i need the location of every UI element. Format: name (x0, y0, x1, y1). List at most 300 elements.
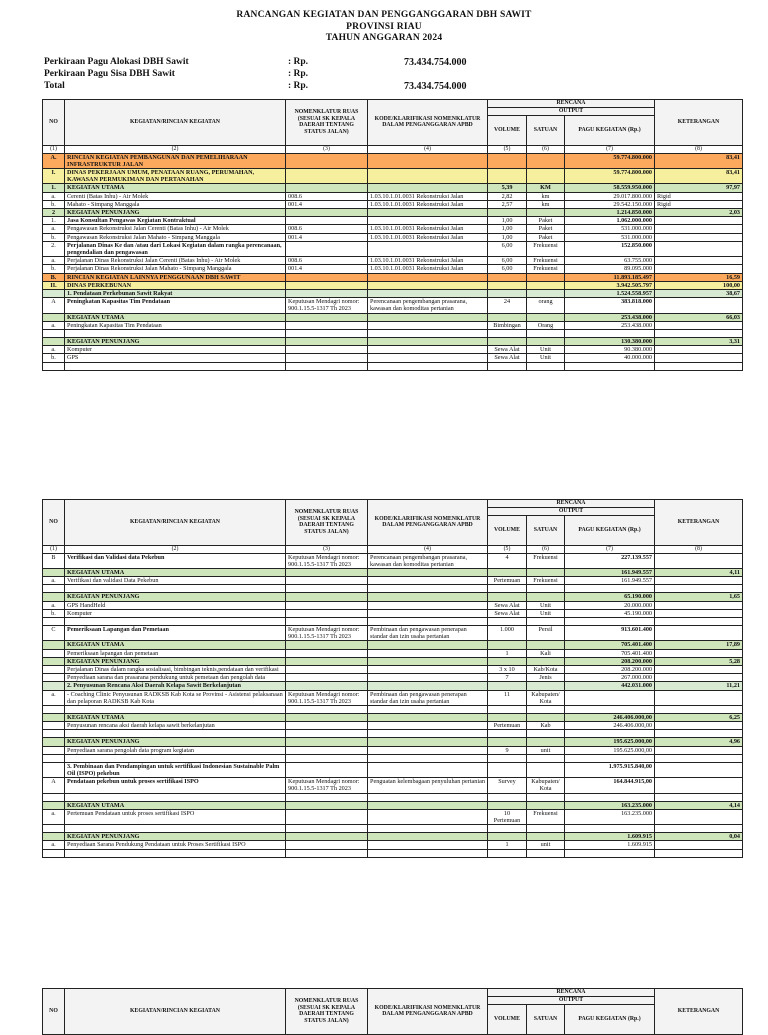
cell-satuan: Persil (527, 626, 565, 641)
table-row (43, 585, 743, 593)
cell-volume (488, 585, 527, 593)
cell-keterangan (655, 609, 743, 617)
table-row (43, 778, 743, 793)
cell-keterangan (655, 746, 743, 754)
cell-kode (368, 321, 488, 329)
table-row (43, 722, 743, 730)
cell-kegiatan: Komputer (65, 346, 286, 354)
cell-pagu: 164.844.915,00 (565, 778, 655, 793)
title-line-1: RANCANGAN KEGIATAN DAN PENGGANGGARAN DBH SAWIT (236, 10, 532, 20)
cell-pagu (565, 825, 655, 833)
cell-no: a. (43, 257, 65, 265)
cell-keterangan: 38,67 (655, 290, 743, 298)
table-row (43, 169, 743, 184)
col-number: (4) (368, 545, 488, 553)
cell-nomenklatur (286, 241, 368, 256)
cell-pagu: 531.000.000 (565, 233, 655, 241)
cell-pagu (565, 618, 655, 626)
cell-satuan (527, 730, 565, 738)
cell-pagu: 1.975.915.840,00 (565, 762, 655, 777)
cell-kode (368, 569, 488, 577)
cell-satuan (527, 338, 565, 346)
cell-no: a. (43, 577, 65, 585)
cell-satuan: Unit (527, 609, 565, 617)
cell-volume (488, 209, 527, 217)
col-pagu: PAGU KEGIATAN (Rp.) (565, 115, 655, 145)
table-row (43, 801, 743, 809)
cell-kegiatan: GPS HandHeld (65, 601, 286, 609)
cell-kegiatan: Perjalanan Dinas dalam rangka sosialisasi, bimbingan teknis,pendataan dan verifikasi (65, 666, 286, 674)
cell-kode (368, 313, 488, 321)
table-row (43, 209, 743, 217)
cell-nomenklatur (286, 618, 368, 626)
cell-pagu: 195.625.000,00 (565, 746, 655, 754)
cell-satuan: km (527, 200, 565, 208)
cell-volume: 2,57 (488, 200, 527, 208)
cell-nomenklatur (286, 569, 368, 577)
cell-volume: 3 x 10 (488, 666, 527, 674)
cell-nomenklatur (286, 321, 368, 329)
cell-pagu: 130.380.000 (565, 338, 655, 346)
budget-table-3-block (42, 988, 742, 1035)
cell-pagu: 90.380.000 (565, 346, 655, 354)
title-line-2: PROVINSI RIAU (346, 21, 422, 32)
cell-nomenklatur: Keputusan Mendagri nomor: 900.1.15.5-1317 Th 2023 (286, 553, 368, 568)
cell-volume (488, 825, 527, 833)
cell-satuan: Frekuensi (527, 257, 565, 265)
cell-volume (488, 338, 527, 346)
cell-kegiatan (65, 362, 286, 370)
cell-kegiatan: KEGIATAN PENUNJANG (65, 833, 286, 841)
cell-kode (368, 746, 488, 754)
cell-nomenklatur: Keputusan Mendagri nomor: 900.1.15.5-1317 Th 2023 (286, 298, 368, 313)
col-number: (1) (43, 145, 65, 153)
cell-kode: 1.03.10.1.01.0031 Rekonstruksi Jalan (368, 225, 488, 233)
cell-kode: 1.03.10.1.01.0031 Rekonstruksi Jalan (368, 192, 488, 200)
cell-satuan (527, 825, 565, 833)
cell-nomenklatur: Keputusan Mendagri nomor: 900.1.15.5-1317 Th 2023 (286, 626, 368, 641)
cell-keterangan (655, 825, 743, 833)
cell-no: b. (43, 200, 65, 208)
cell-kegiatan: KEGIATAN PENUNJANG (65, 338, 286, 346)
cell-pagu: 208.200.000 (565, 657, 655, 665)
cell-kegiatan: Pertemuan Pendataan untuk proses sertifikasi ISPO (65, 809, 286, 824)
cell-satuan: KM (527, 184, 565, 192)
cell-satuan: Jenis (527, 674, 565, 682)
table-row (43, 569, 743, 577)
table-row (43, 690, 743, 705)
cell-no: b. (43, 233, 65, 241)
cell-satuan: km (527, 192, 565, 200)
cell-kegiatan: 1. Pendataan Perkebunan Sawit Rakyat (65, 290, 286, 298)
col-no: NO (43, 500, 65, 546)
cell-keterangan (655, 674, 743, 682)
cell-kegiatan: Verifikasi dan validasi Data Pekebun (65, 577, 286, 585)
cell-keterangan (655, 233, 743, 241)
cell-kode (368, 833, 488, 841)
col-number: (4) (368, 145, 488, 153)
cell-kode (368, 649, 488, 657)
cell-pagu (565, 793, 655, 801)
table-row (43, 601, 743, 609)
cell-pagu: 1.214.850.000 (565, 209, 655, 217)
cell-kode (368, 706, 488, 714)
col-number: (3) (286, 545, 368, 553)
cell-no (43, 641, 65, 649)
cell-pagu: 253.438.000 (565, 321, 655, 329)
cell-keterangan (655, 362, 743, 370)
cell-no: C (43, 626, 65, 641)
cell-satuan (527, 641, 565, 649)
cell-kode (368, 825, 488, 833)
cell-nomenklatur (286, 706, 368, 714)
cell-no: 1. (43, 184, 65, 192)
cell-pagu: 246.406.000,00 (565, 714, 655, 722)
cell-volume (488, 273, 527, 281)
cell-keterangan (655, 330, 743, 338)
col-number: (3) (286, 145, 368, 153)
cell-satuan (527, 153, 565, 168)
cell-no (43, 313, 65, 321)
cell-satuan: Unit (527, 354, 565, 362)
table-row (43, 738, 743, 746)
col-number: (7) (565, 145, 655, 153)
cell-volume (488, 706, 527, 714)
cell-kode (368, 577, 488, 585)
cell-no (43, 674, 65, 682)
cell-nomenklatur (286, 601, 368, 609)
cell-pagu: 11.893.185.497 (565, 273, 655, 281)
table-row (43, 746, 743, 754)
cell-nomenklatur (286, 217, 368, 225)
cell-no (43, 730, 65, 738)
col-pagu: PAGU KEGIATAN (Rp.) (565, 1004, 655, 1034)
cell-pagu: 1.609.915 (565, 841, 655, 849)
table-body-2 (43, 553, 743, 857)
cell-pagu: 195.625.000,00 (565, 738, 655, 746)
table-header (43, 500, 743, 554)
cell-volume: 1,00 (488, 225, 527, 233)
cell-nomenklatur (286, 313, 368, 321)
table-row (43, 609, 743, 617)
cell-pagu: 383.818.000 (565, 298, 655, 313)
summary-currency: : Rp. (288, 57, 309, 67)
cell-kegiatan: RINCIAN KEGIATAN LAINNYA PENGGUNAAN DBH SAWIT (65, 273, 286, 281)
cell-kegiatan: Penyediaan sarana pengolah data program kegiatan (65, 746, 286, 754)
cell-nomenklatur (286, 585, 368, 593)
cell-volume (488, 849, 527, 857)
cell-no (43, 849, 65, 857)
cell-keterangan: 4,96 (655, 738, 743, 746)
cell-nomenklatur: 001.4 (286, 233, 368, 241)
cell-satuan (527, 849, 565, 857)
cell-keterangan (655, 809, 743, 824)
cell-no (43, 793, 65, 801)
cell-kegiatan: RINCIAN KEGIATAN PEMBANGUNAN DAN PEMELIHARAAN INFRASTRUKTUR JALAN (65, 153, 286, 168)
cell-volume (488, 281, 527, 289)
cell-no (43, 362, 65, 370)
cell-nomenklatur (286, 722, 368, 730)
cell-no: a. (43, 841, 65, 849)
col-number: (8) (655, 145, 743, 153)
col-number: (7) (565, 545, 655, 553)
summary-row (44, 69, 744, 81)
cell-pagu (565, 330, 655, 338)
cell-nomenklatur (286, 649, 368, 657)
cell-kegiatan (65, 754, 286, 762)
cell-satuan: Kali (527, 649, 565, 657)
summary-amount: 73.434.754.000 (404, 57, 467, 68)
cell-volume (488, 754, 527, 762)
cell-nomenklatur: 008.6 (286, 192, 368, 200)
cell-nomenklatur (286, 849, 368, 857)
cell-kegiatan: Jasa Konsultan Pengawas Kegiatan Kontraktual (65, 217, 286, 225)
col-number: (2) (65, 145, 286, 153)
cell-kegiatan: - Coaching Clinic Penyusunan RADKSB Kab Kota se Provinsi - Asistensi pelaksanaan dan pelaporan RADKSB Kab Kota (65, 690, 286, 705)
cell-keterangan (655, 762, 743, 777)
cell-kode (368, 730, 488, 738)
cell-kode: Pembinaan dan pengawasan penerapan standar dan izin usaha pertanian (368, 626, 488, 641)
col-number: (8) (655, 545, 743, 553)
table-row (43, 730, 743, 738)
cell-no (43, 706, 65, 714)
cell-no: A (43, 298, 65, 313)
cell-satuan (527, 209, 565, 217)
cell-nomenklatur (286, 354, 368, 362)
table-header (43, 989, 743, 1035)
cell-pagu: 246.406.000,00 (565, 722, 655, 730)
table-row (43, 593, 743, 601)
cell-satuan (527, 706, 565, 714)
cell-volume (488, 801, 527, 809)
budget-table-1 (42, 99, 743, 371)
cell-pagu: 705.401.400 (565, 649, 655, 657)
cell-pagu: 40.000.000 (565, 354, 655, 362)
cell-keterangan (655, 841, 743, 849)
cell-no (43, 738, 65, 746)
cell-kegiatan: KEGIATAN UTAMA (65, 641, 286, 649)
cell-volume: 1.000 (488, 626, 527, 641)
table-row (43, 362, 743, 370)
cell-keterangan (655, 346, 743, 354)
cell-satuan (527, 593, 565, 601)
cell-keterangan (655, 722, 743, 730)
cell-kegiatan: KEGIATAN UTAMA (65, 569, 286, 577)
cell-kegiatan: Cerenti (Batas Inhu) - Air Molek (65, 192, 286, 200)
cell-pagu: 58.559.950.000 (565, 184, 655, 192)
budget-summary (44, 57, 744, 93)
cell-keterangan (655, 354, 743, 362)
col-number: (5) (488, 545, 527, 553)
cell-nomenklatur: Keputusan Mendagri nomor: 900.1.15.5-1317 Th 2023 (286, 778, 368, 793)
cell-pagu: 152.850.000 (565, 241, 655, 256)
col-keterangan: KETERANGAN (655, 989, 743, 1035)
col-kegiatan: KEGIATAN/RINCIAN KEGIATAN (65, 989, 286, 1035)
cell-nomenklatur (286, 754, 368, 762)
cell-kode (368, 762, 488, 777)
cell-nomenklatur: 008.6 (286, 225, 368, 233)
cell-kode: 1.03.10.1.01.0031 Rekonstruksi Jalan (368, 257, 488, 265)
cell-pagu: 29.017.800.000 (565, 192, 655, 200)
col-nomenklatur: NOMENKLATUR RUAS (SESUAI SK KEPALA DAERAH TENTANG STATUS JALAN) (286, 100, 368, 146)
cell-kegiatan (65, 849, 286, 857)
cell-kegiatan: Pengawasan Rekonstruksi Jalan Mahato - Simpang Manggala (65, 233, 286, 241)
cell-nomenklatur (286, 825, 368, 833)
cell-satuan (527, 585, 565, 593)
cell-kode: Penguatan kelembagaan penyuluhan pertanian (368, 778, 488, 793)
cell-volume: 24 (488, 298, 527, 313)
cell-keterangan: 4,11 (655, 569, 743, 577)
cell-volume (488, 762, 527, 777)
cell-pagu: 59.774.800.000 (565, 153, 655, 168)
cell-keterangan (655, 265, 743, 273)
cell-kode (368, 241, 488, 256)
col-kode: KODE/KLARIFIKASI NOMENKLATUR DALAM PENGANGGARAN APBD (368, 100, 488, 146)
cell-satuan (527, 714, 565, 722)
cell-no: I. (43, 169, 65, 184)
table-row (43, 626, 743, 641)
cell-volume: 7 (488, 674, 527, 682)
cell-pagu: 913.601.400 (565, 626, 655, 641)
cell-no (43, 833, 65, 841)
cell-volume (488, 169, 527, 184)
table-row (43, 666, 743, 674)
cell-no: II. (43, 281, 65, 289)
cell-pagu: 208.200.000 (565, 666, 655, 674)
cell-keterangan (655, 690, 743, 705)
cell-pagu: 163.235.000 (565, 801, 655, 809)
cell-no: a. (43, 690, 65, 705)
cell-nomenklatur (286, 738, 368, 746)
cell-satuan (527, 754, 565, 762)
cell-satuan (527, 362, 565, 370)
cell-satuan (527, 290, 565, 298)
cell-volume: 1,00 (488, 217, 527, 225)
cell-keterangan (655, 553, 743, 568)
cell-keterangan (655, 257, 743, 265)
cell-volume: Pertemuan (488, 577, 527, 585)
table-row (43, 354, 743, 362)
cell-kegiatan (65, 330, 286, 338)
cell-keterangan: 6,25 (655, 714, 743, 722)
cell-kegiatan: KEGIATAN UTAMA (65, 184, 286, 192)
cell-kode (368, 809, 488, 824)
cell-keterangan (655, 849, 743, 857)
table-row (43, 330, 743, 338)
cell-volume (488, 793, 527, 801)
cell-satuan: unit (527, 841, 565, 849)
cell-no: B. (43, 273, 65, 281)
cell-kegiatan: Peningkatan Kapasitas Tim Pendataan (65, 298, 286, 313)
cell-kode (368, 209, 488, 217)
cell-satuan: Frekuensi (527, 577, 565, 585)
cell-no (43, 618, 65, 626)
cell-no (43, 649, 65, 657)
cell-satuan (527, 682, 565, 690)
cell-keterangan: 16,59 (655, 273, 743, 281)
cell-satuan: Frekuensi (527, 553, 565, 568)
cell-kode (368, 593, 488, 601)
cell-satuan (527, 330, 565, 338)
cell-kode (368, 793, 488, 801)
cell-no (43, 825, 65, 833)
cell-kegiatan (65, 825, 286, 833)
col-no: NO (43, 989, 65, 1035)
cell-no: 1. (43, 217, 65, 225)
cell-nomenklatur (286, 346, 368, 354)
table-header (43, 100, 743, 154)
table-row (43, 192, 743, 200)
cell-kegiatan (65, 585, 286, 593)
cell-kegiatan: Pemeriksaan Lapangan dan Pemetaan (65, 626, 286, 641)
cell-keterangan: 3,31 (655, 338, 743, 346)
cell-no: A. (43, 153, 65, 168)
cell-no: A (43, 778, 65, 793)
cell-volume (488, 738, 527, 746)
col-output: OUTPUT (488, 996, 655, 1004)
cell-nomenklatur (286, 809, 368, 824)
cell-satuan (527, 801, 565, 809)
cell-pagu: 20.000.000 (565, 601, 655, 609)
cell-volume: 1,00 (488, 233, 527, 241)
cell-kode (368, 849, 488, 857)
cell-nomenklatur (286, 801, 368, 809)
table-row (43, 321, 743, 329)
cell-pagu: 1.062.000.000 (565, 217, 655, 225)
table-row (43, 241, 743, 256)
col-number: (2) (65, 545, 286, 553)
cell-no (43, 714, 65, 722)
cell-no (43, 722, 65, 730)
cell-satuan (527, 618, 565, 626)
table-row (43, 200, 743, 208)
col-satuan: SATUAN (527, 515, 565, 545)
cell-kode: 1.03.10.1.01.0031 Rekonstruksi Jalan (368, 233, 488, 241)
cell-kegiatan: KEGIATAN PENUNJANG (65, 209, 286, 217)
cell-pagu (565, 362, 655, 370)
cell-volume: 6,00 (488, 265, 527, 273)
cell-satuan (527, 273, 565, 281)
cell-no (43, 762, 65, 777)
cell-pagu: 163.235.000 (565, 809, 655, 824)
cell-keterangan (655, 321, 743, 329)
table-row (43, 833, 743, 841)
cell-kegiatan: Penyediaan Sarana Pendukung Pendataan untuk Proses Sertifikasi ISPO (65, 841, 286, 849)
cell-kegiatan: DINAS PEKERJAAN UMUM, PENATAAN RUANG, PERUMAHAN, KAWASAN PERMUKIMAN DAN PERTANAHAN (65, 169, 286, 184)
budget-table-2 (42, 499, 743, 858)
cell-nomenklatur (286, 362, 368, 370)
cell-nomenklatur (286, 730, 368, 738)
cell-volume: Sewa Alat (488, 354, 527, 362)
cell-keterangan: 97,97 (655, 184, 743, 192)
cell-kode: 1.03.10.1.01.0031 Rekonstruksi Jalan (368, 265, 488, 273)
cell-satuan: Frekuensi (527, 265, 565, 273)
cell-satuan (527, 313, 565, 321)
cell-satuan: Kabupaten/ Kota (527, 778, 565, 793)
cell-keterangan: 1,65 (655, 593, 743, 601)
cell-kegiatan: Komputer (65, 609, 286, 617)
cell-keterangan (655, 601, 743, 609)
cell-no: a. (43, 192, 65, 200)
col-pagu: PAGU KEGIATAN (Rp.) (565, 515, 655, 545)
cell-pagu: 161.949.557 (565, 577, 655, 585)
cell-nomenklatur: 008.6 (286, 257, 368, 265)
col-nomenklatur: NOMENKLATUR RUAS (SESUAI SK KEPALA DAERAH TENTANG STATUS JALAN) (286, 500, 368, 546)
title-line-3: TAHUN ANGGARAN 2024 (325, 33, 443, 43)
cell-satuan: Kab (527, 722, 565, 730)
cell-pagu: 1.524.558.957 (565, 290, 655, 298)
cell-nomenklatur (286, 153, 368, 168)
